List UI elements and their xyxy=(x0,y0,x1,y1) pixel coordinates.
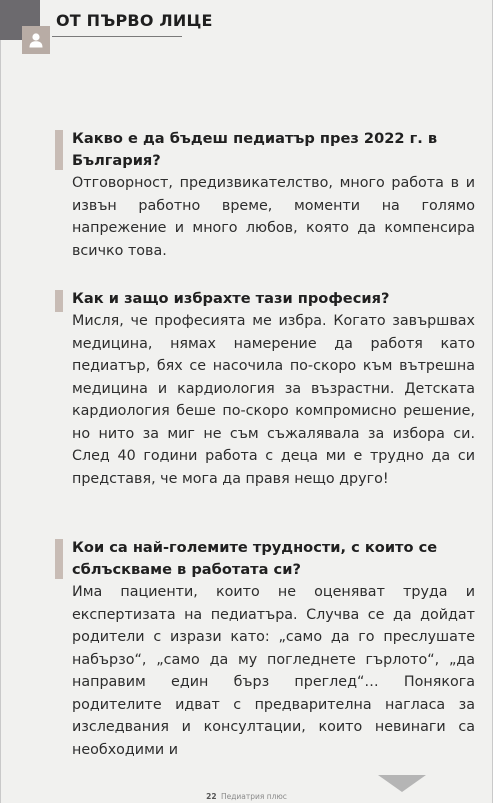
qa-block-3 xyxy=(55,537,475,761)
question-text: Какво е да бъдеш педиатър през 2022 г. в България? xyxy=(72,130,438,169)
person-icon xyxy=(22,26,50,54)
page-number: 22 xyxy=(206,792,217,801)
page-footer xyxy=(0,792,493,801)
question-marker xyxy=(55,290,63,312)
qa-block-2 xyxy=(55,288,475,490)
question-marker xyxy=(55,130,63,170)
qa-block-1 xyxy=(55,128,475,262)
section-rule xyxy=(52,36,182,37)
answer-text: Има пациенти, които не оценяват труда и експертизата на педиатъра. Случва се да дойдат родители с изрази като: „само да го преслушате набързо“, „само да му погледнете гърлото“, „да направим един бърз преглед“… Понякога родителите идват с предварителна нагласа за изследвания и консултации, които невинаги са необходими и xyxy=(72,584,475,758)
question-text: Кои са най-големите трудности, с които се сблъскваме в работата си? xyxy=(72,539,438,578)
question-text: Как и защо избрахте тази професия? xyxy=(72,290,390,307)
question-marker xyxy=(55,539,63,579)
section-label: ОТ ПЪРВО ЛИЦЕ xyxy=(56,11,213,30)
answer-text: Отговорност, предизвикателство, много работа в и извън работно време, моменти на голямо напрежение и много любов, която да компенсира всичко това. xyxy=(72,175,475,259)
publication-name: Педиатрия плюс xyxy=(220,792,287,801)
page-frame-left xyxy=(0,0,1,803)
answer-text: Мисля, че професията ме избра. Когато завършвах медицина, нямах намерение да работя като педиатър, бях се насочила по-скоро към вътрешна медицина и кардиология за възрастни. Детската кардиология беше по-скоро компромисно решение, но нито за миг не съм съжалявала за избора си. След 40 години работа с деца ми е трудно да си представя, че мога да правя нещо друго! xyxy=(72,313,475,487)
next-page-arrow-icon[interactable] xyxy=(378,775,426,792)
